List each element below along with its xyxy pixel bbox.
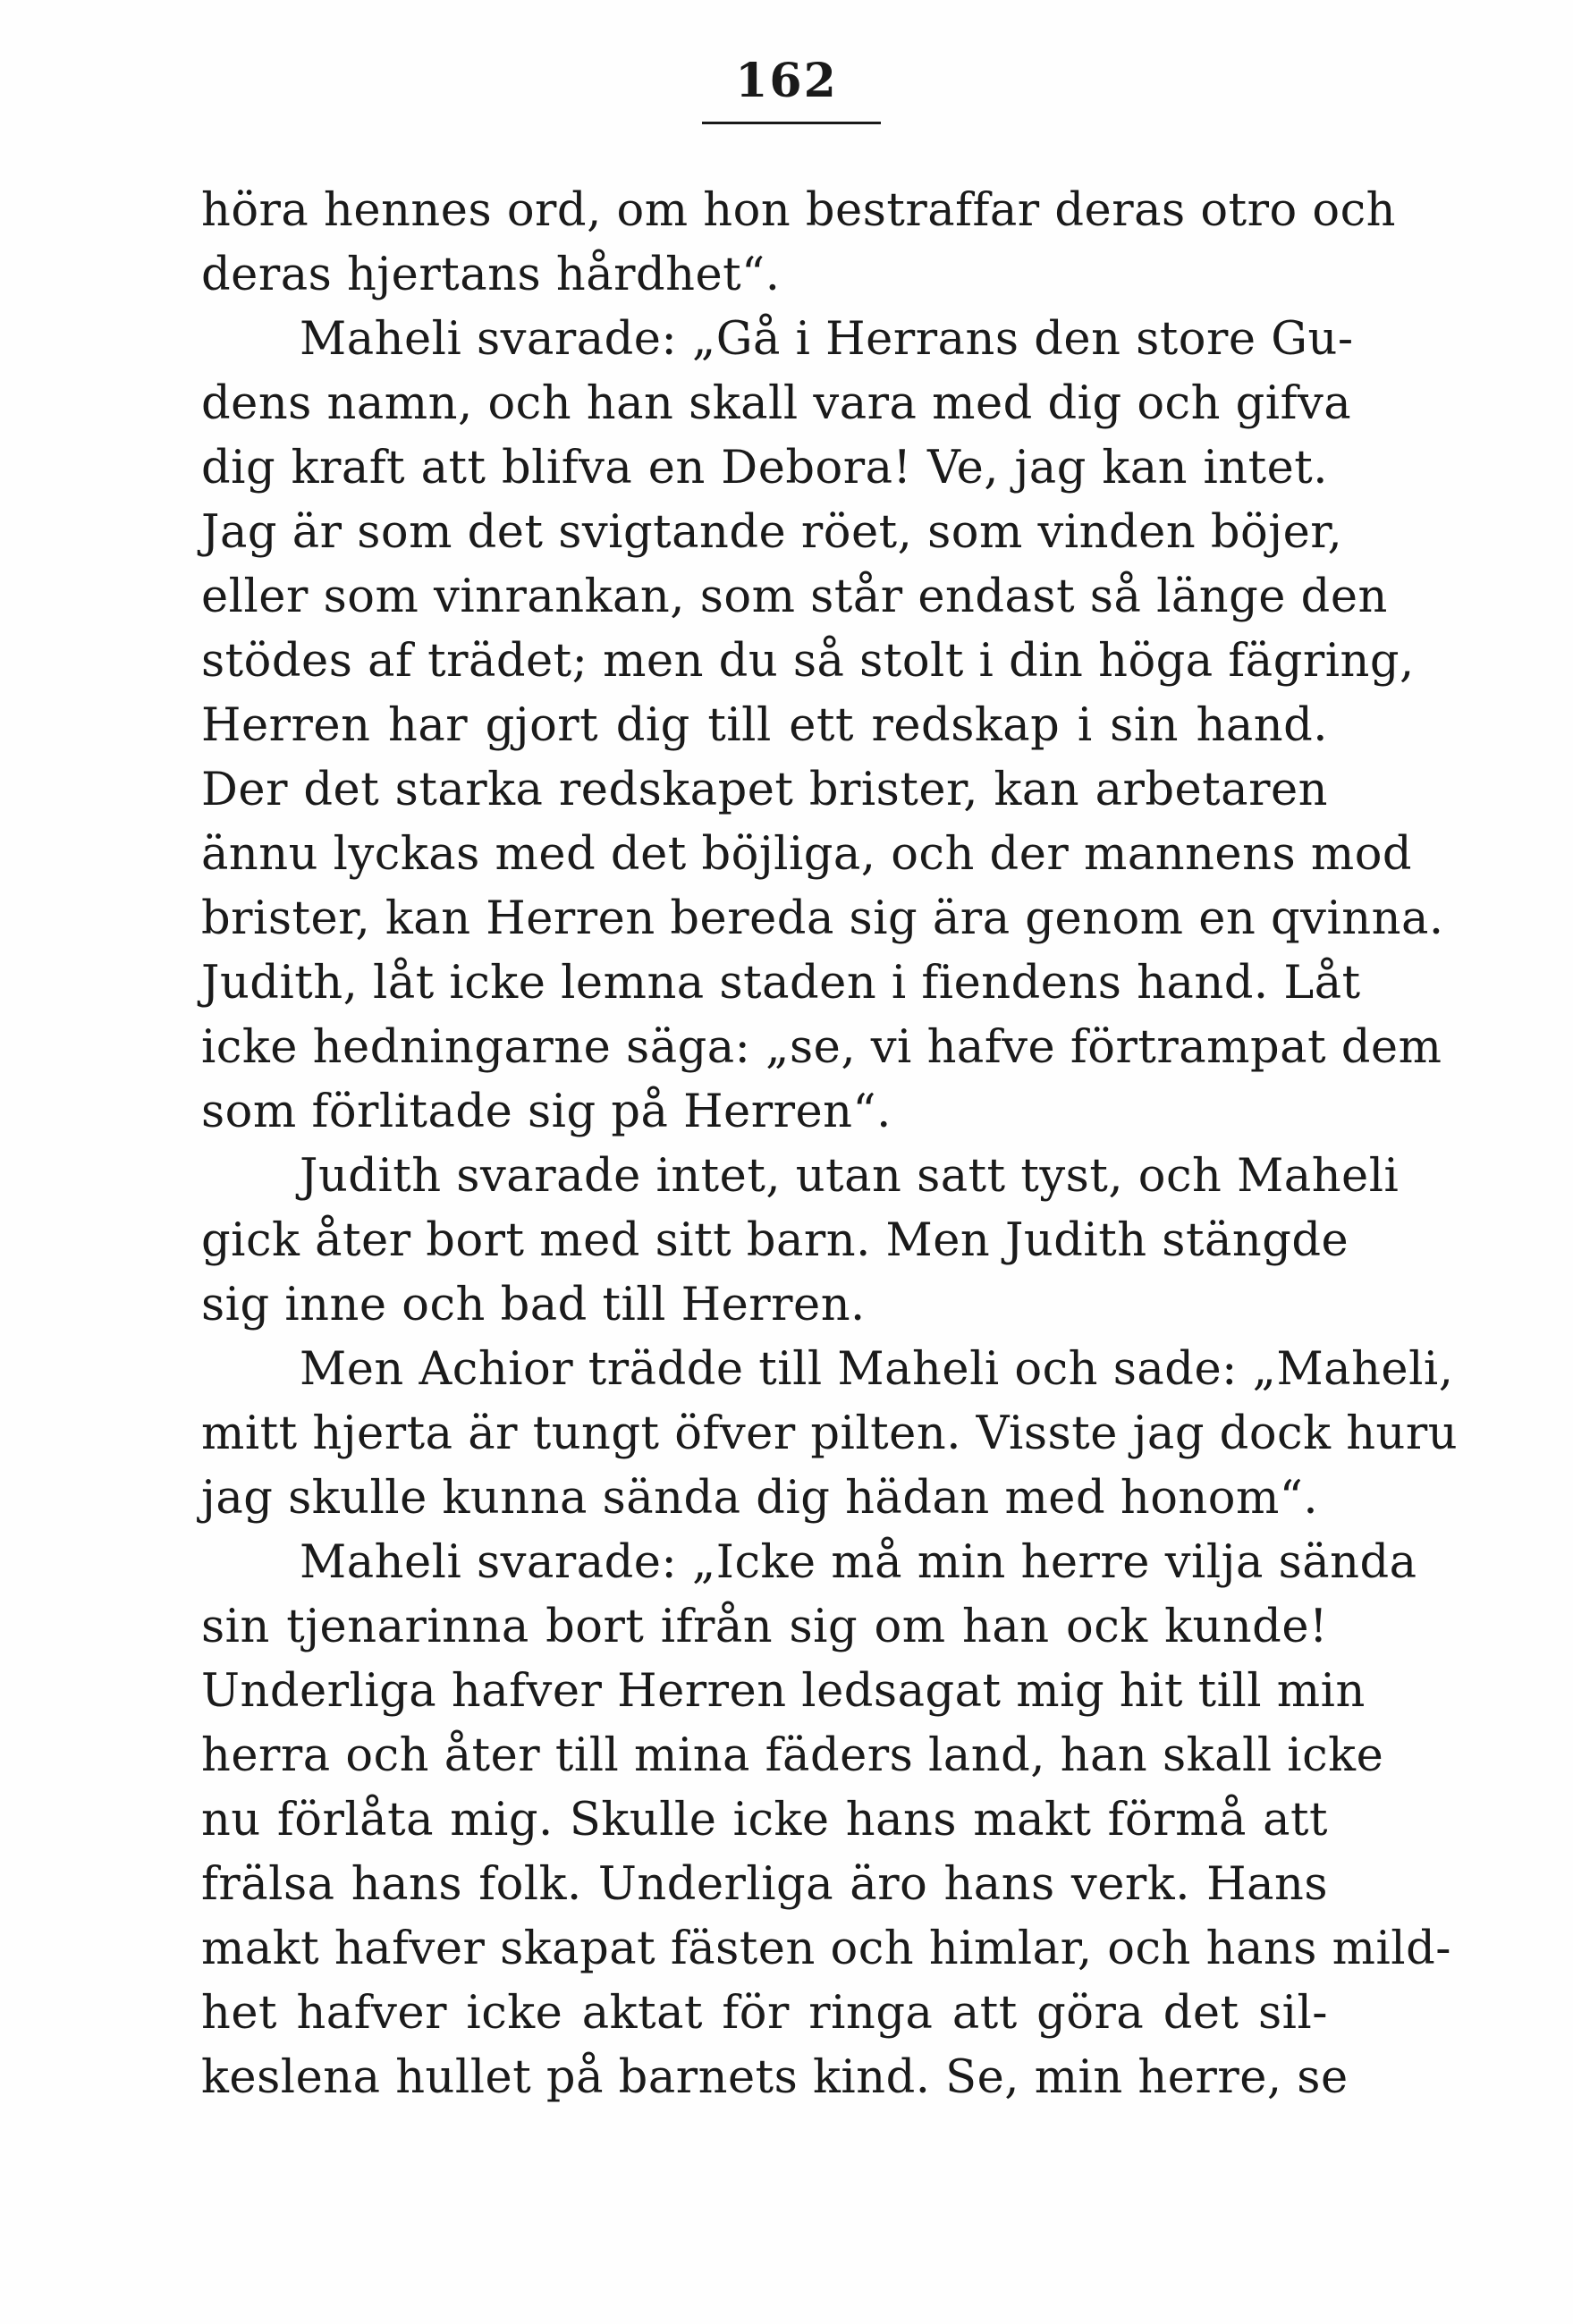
text-line: het hafver icke aktat för ringa att göra det sil- <box>201 1987 1328 2040</box>
text-line: dig kraft att blifva en Debora! Ve, jag kan intet. <box>201 442 1328 494</box>
text-line: Maheli svarade: „Icke må min herre vilja sända <box>300 1536 1417 1589</box>
text-line: stödes af trädet; men du så stolt i din höga fägring, <box>201 635 1415 688</box>
text-line: Jag är som det svigtande röet, som vinden böjer, <box>201 506 1343 559</box>
text-line: Herren har gjort dig till ett redskap i sin hand. <box>201 699 1328 752</box>
text-line: mitt hjerta är tungt öfver pilten. Visste jag dock huru <box>201 1407 1459 1460</box>
text-line: Maheli svarade: „Gå i Herrans den store Gu- <box>300 313 1354 366</box>
text-line: jag skulle kunna sända dig hädan med honom“. <box>201 1472 1319 1525</box>
text-line: eller som vinrankan, som står endast så länge den <box>201 570 1388 623</box>
text-line: höra hennes ord, om hon bestraffar deras otro och <box>201 184 1397 237</box>
text-line: brister, kan Herren bereda sig ära genom en qvinna. <box>201 892 1444 945</box>
body-text <box>201 179 1459 2110</box>
header-rule <box>702 122 881 124</box>
text-line: keslena hullet på barnets kind. Se, min herre, se <box>201 2051 1349 2104</box>
page-number: 162 <box>735 54 838 108</box>
text-line: nu förlåta mig. Skulle icke hans makt förmå att <box>201 1794 1328 1847</box>
text-line: sin tjenarinna bort ifrån sig om han ock kunde! <box>201 1601 1328 1653</box>
text-line: Der det starka redskapet brister, kan arbetaren <box>201 764 1328 816</box>
text-line: sig inne och bad till Herren. <box>201 1279 866 1331</box>
text-line: Men Achior trädde till Maheli och sade: „Maheli, <box>300 1343 1454 1396</box>
text-line: Judith, låt icke lemna staden i fiendens hand. Låt <box>201 957 1361 1010</box>
text-line: dens namn, och han skall vara med dig och gifva <box>201 377 1352 430</box>
text-line: Judith svarade intet, utan satt tyst, och Maheli <box>300 1150 1400 1203</box>
text-line: frälsa hans folk. Underliga äro hans verk. Hans <box>201 1858 1328 1911</box>
text-line: gick åter bort med sitt barn. Men Judith stängde <box>201 1214 1349 1267</box>
text-line: deras hjertans hårdhet“. <box>201 249 781 301</box>
text-line: Underliga hafver Herren ledsagat mig hit till min <box>201 1665 1366 1718</box>
text-line: som förlitade sig på Herren“. <box>201 1086 892 1138</box>
text-line: ännu lyckas med det böjliga, och der mannens mod <box>201 828 1413 881</box>
text-line: makt hafver skapat fästen och himlar, och hans mild- <box>201 1923 1451 1975</box>
text-line: icke hedningarne säga: „se, vi hafve förtrampat dem <box>201 1021 1442 1074</box>
text-line: herra och åter till mina fäders land, han skall icke <box>201 1729 1384 1782</box>
